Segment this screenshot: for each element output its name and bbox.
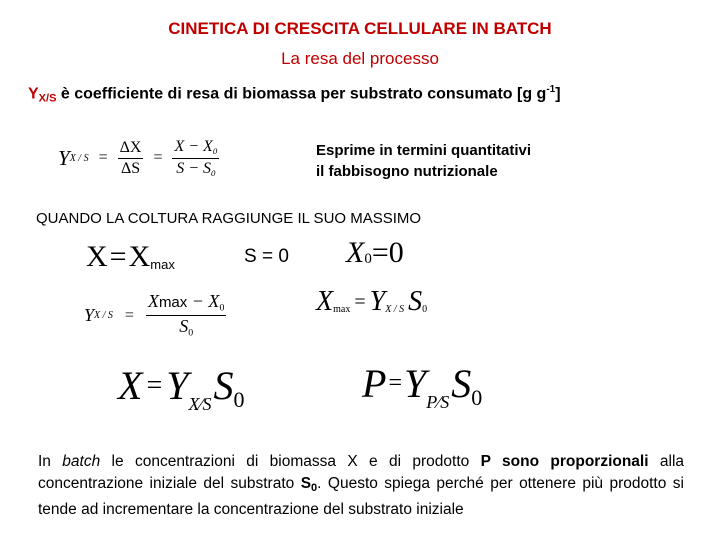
- para-s: S: [300, 475, 312, 492]
- para-batch: batch: [62, 453, 101, 470]
- eq-big-p-s-sub: 0: [471, 385, 483, 410]
- eq-xmax-eq: =: [109, 240, 127, 273]
- para-s-sub: 0: [311, 482, 318, 494]
- para-text-2: le concentrazioni di biomassa X e di prodotto: [100, 453, 481, 470]
- yield-frac-delta: [118, 139, 144, 177]
- page-title: CINETICA DI CRESCITA CELLULARE IN BATCH: [168, 19, 552, 38]
- eq-big-p-lhs: P: [362, 361, 387, 406]
- eq-xmax-prod-eq: =: [354, 290, 366, 313]
- eq-big-x-y-sub: X⁄S: [188, 394, 212, 414]
- yield-num-diff: X − X: [174, 138, 213, 155]
- yield-den-diff-sub: 0: [211, 167, 216, 178]
- eq-yield-max-num-tail: − X: [187, 291, 220, 311]
- eq-yield-max: [84, 292, 226, 340]
- para-text-3: alla concentrazione iniziale del substrato: [38, 453, 685, 492]
- yield-lhs: Y: [58, 145, 70, 170]
- yield-num-diff-sub: 0: [212, 146, 218, 157]
- yield-eq-1: =: [98, 149, 108, 167]
- eq-big-x: [118, 362, 245, 414]
- unit-sup: -1: [546, 84, 556, 95]
- note-line-1: Esprime in termini quantitativi: [316, 142, 532, 159]
- yield-eq-2: =: [153, 149, 163, 167]
- yield-num-delta: ΔX: [118, 139, 144, 159]
- note-line-2: il fabbisogno nutrizionale: [316, 163, 498, 180]
- eq-xmax-prod-y-sub: X / S: [385, 304, 405, 315]
- eq-big-x-y: Y: [166, 363, 189, 408]
- eq-yield-max-lhs: Y: [84, 305, 95, 326]
- condition-heading: QUANDO LA COLTURA RAGGIUNGE IL SUO MASSIMO: [36, 210, 422, 227]
- conclusion-paragraph: [38, 451, 684, 521]
- yield-frac-diff: [172, 138, 219, 179]
- eq-xmax-prod-lhs: X: [316, 286, 334, 317]
- definition-text-end: ]: [555, 85, 561, 103]
- eq-xmax-prod-lhs-sub: max: [333, 304, 351, 315]
- eq-yield-max-num: X: [147, 291, 159, 311]
- eq-big-x-lhs: X: [118, 363, 143, 408]
- yield-den-diff: S − S: [176, 159, 212, 177]
- eq-xmax-prod-s: S: [408, 286, 423, 317]
- eq-big-p-y: Y: [403, 361, 427, 406]
- eq-xmax: [86, 240, 175, 274]
- eq-x0: [346, 236, 404, 270]
- eq-yield-max-eq: =: [124, 306, 134, 324]
- eq-x0-sub: 0: [364, 251, 372, 267]
- eq-x0-rhs: =0: [371, 236, 404, 269]
- eq-xmax-prod-s-sub: 0: [422, 304, 428, 315]
- para-text-1: In: [38, 453, 63, 470]
- eq-xmax-prod-y: Y: [369, 286, 386, 317]
- yield-symbol: Y: [28, 85, 39, 103]
- yield-formula: [58, 138, 219, 179]
- eq-big-p-s: S: [451, 361, 472, 406]
- eq-big-p-eq: =: [388, 370, 402, 396]
- yield-lhs-sub: X / S: [69, 152, 89, 164]
- page-subtitle: La resa del processo: [281, 49, 439, 68]
- eq-s-zero: S = 0: [244, 246, 289, 267]
- eq-xmax-prod: [316, 286, 427, 318]
- eq-yield-max-frac: [146, 292, 226, 340]
- yield-definition: [28, 84, 561, 104]
- yield-symbol-sub: X/S: [38, 92, 57, 105]
- nutritional-note: [316, 140, 531, 182]
- eq-yield-max-lhs-sub: X / S: [94, 310, 113, 322]
- para-proportional: P sono proporzionali: [480, 453, 649, 470]
- eq-big-p: [362, 360, 483, 412]
- para-text-4: . Questo spiega perché per ottenere più prodotto si tende ad incrementare la concentrazione del substrato iniziale: [38, 475, 684, 518]
- eq-big-x-s-sub: 0: [233, 387, 245, 412]
- eq-xmax-lhs: X: [86, 240, 108, 273]
- eq-x0-lhs: X: [346, 236, 365, 269]
- eq-big-p-y-sub: P⁄S: [426, 392, 450, 412]
- eq-yield-max-num-tail-sub: 0: [219, 302, 225, 314]
- eq-yield-max-num-sub: max: [158, 294, 188, 311]
- eq-big-x-eq: =: [146, 369, 163, 401]
- eq-yield-max-den: S: [179, 316, 189, 337]
- yield-den-delta: ΔS: [120, 159, 141, 177]
- definition-text: è coefficiente di resa di biomassa per substrato consumato [g g: [56, 85, 547, 103]
- eq-yield-max-den-sub: 0: [188, 327, 194, 339]
- eq-big-x-s: S: [213, 363, 234, 408]
- eq-xmax-rhs: X: [128, 240, 151, 273]
- eq-xmax-sub: max: [150, 257, 175, 272]
